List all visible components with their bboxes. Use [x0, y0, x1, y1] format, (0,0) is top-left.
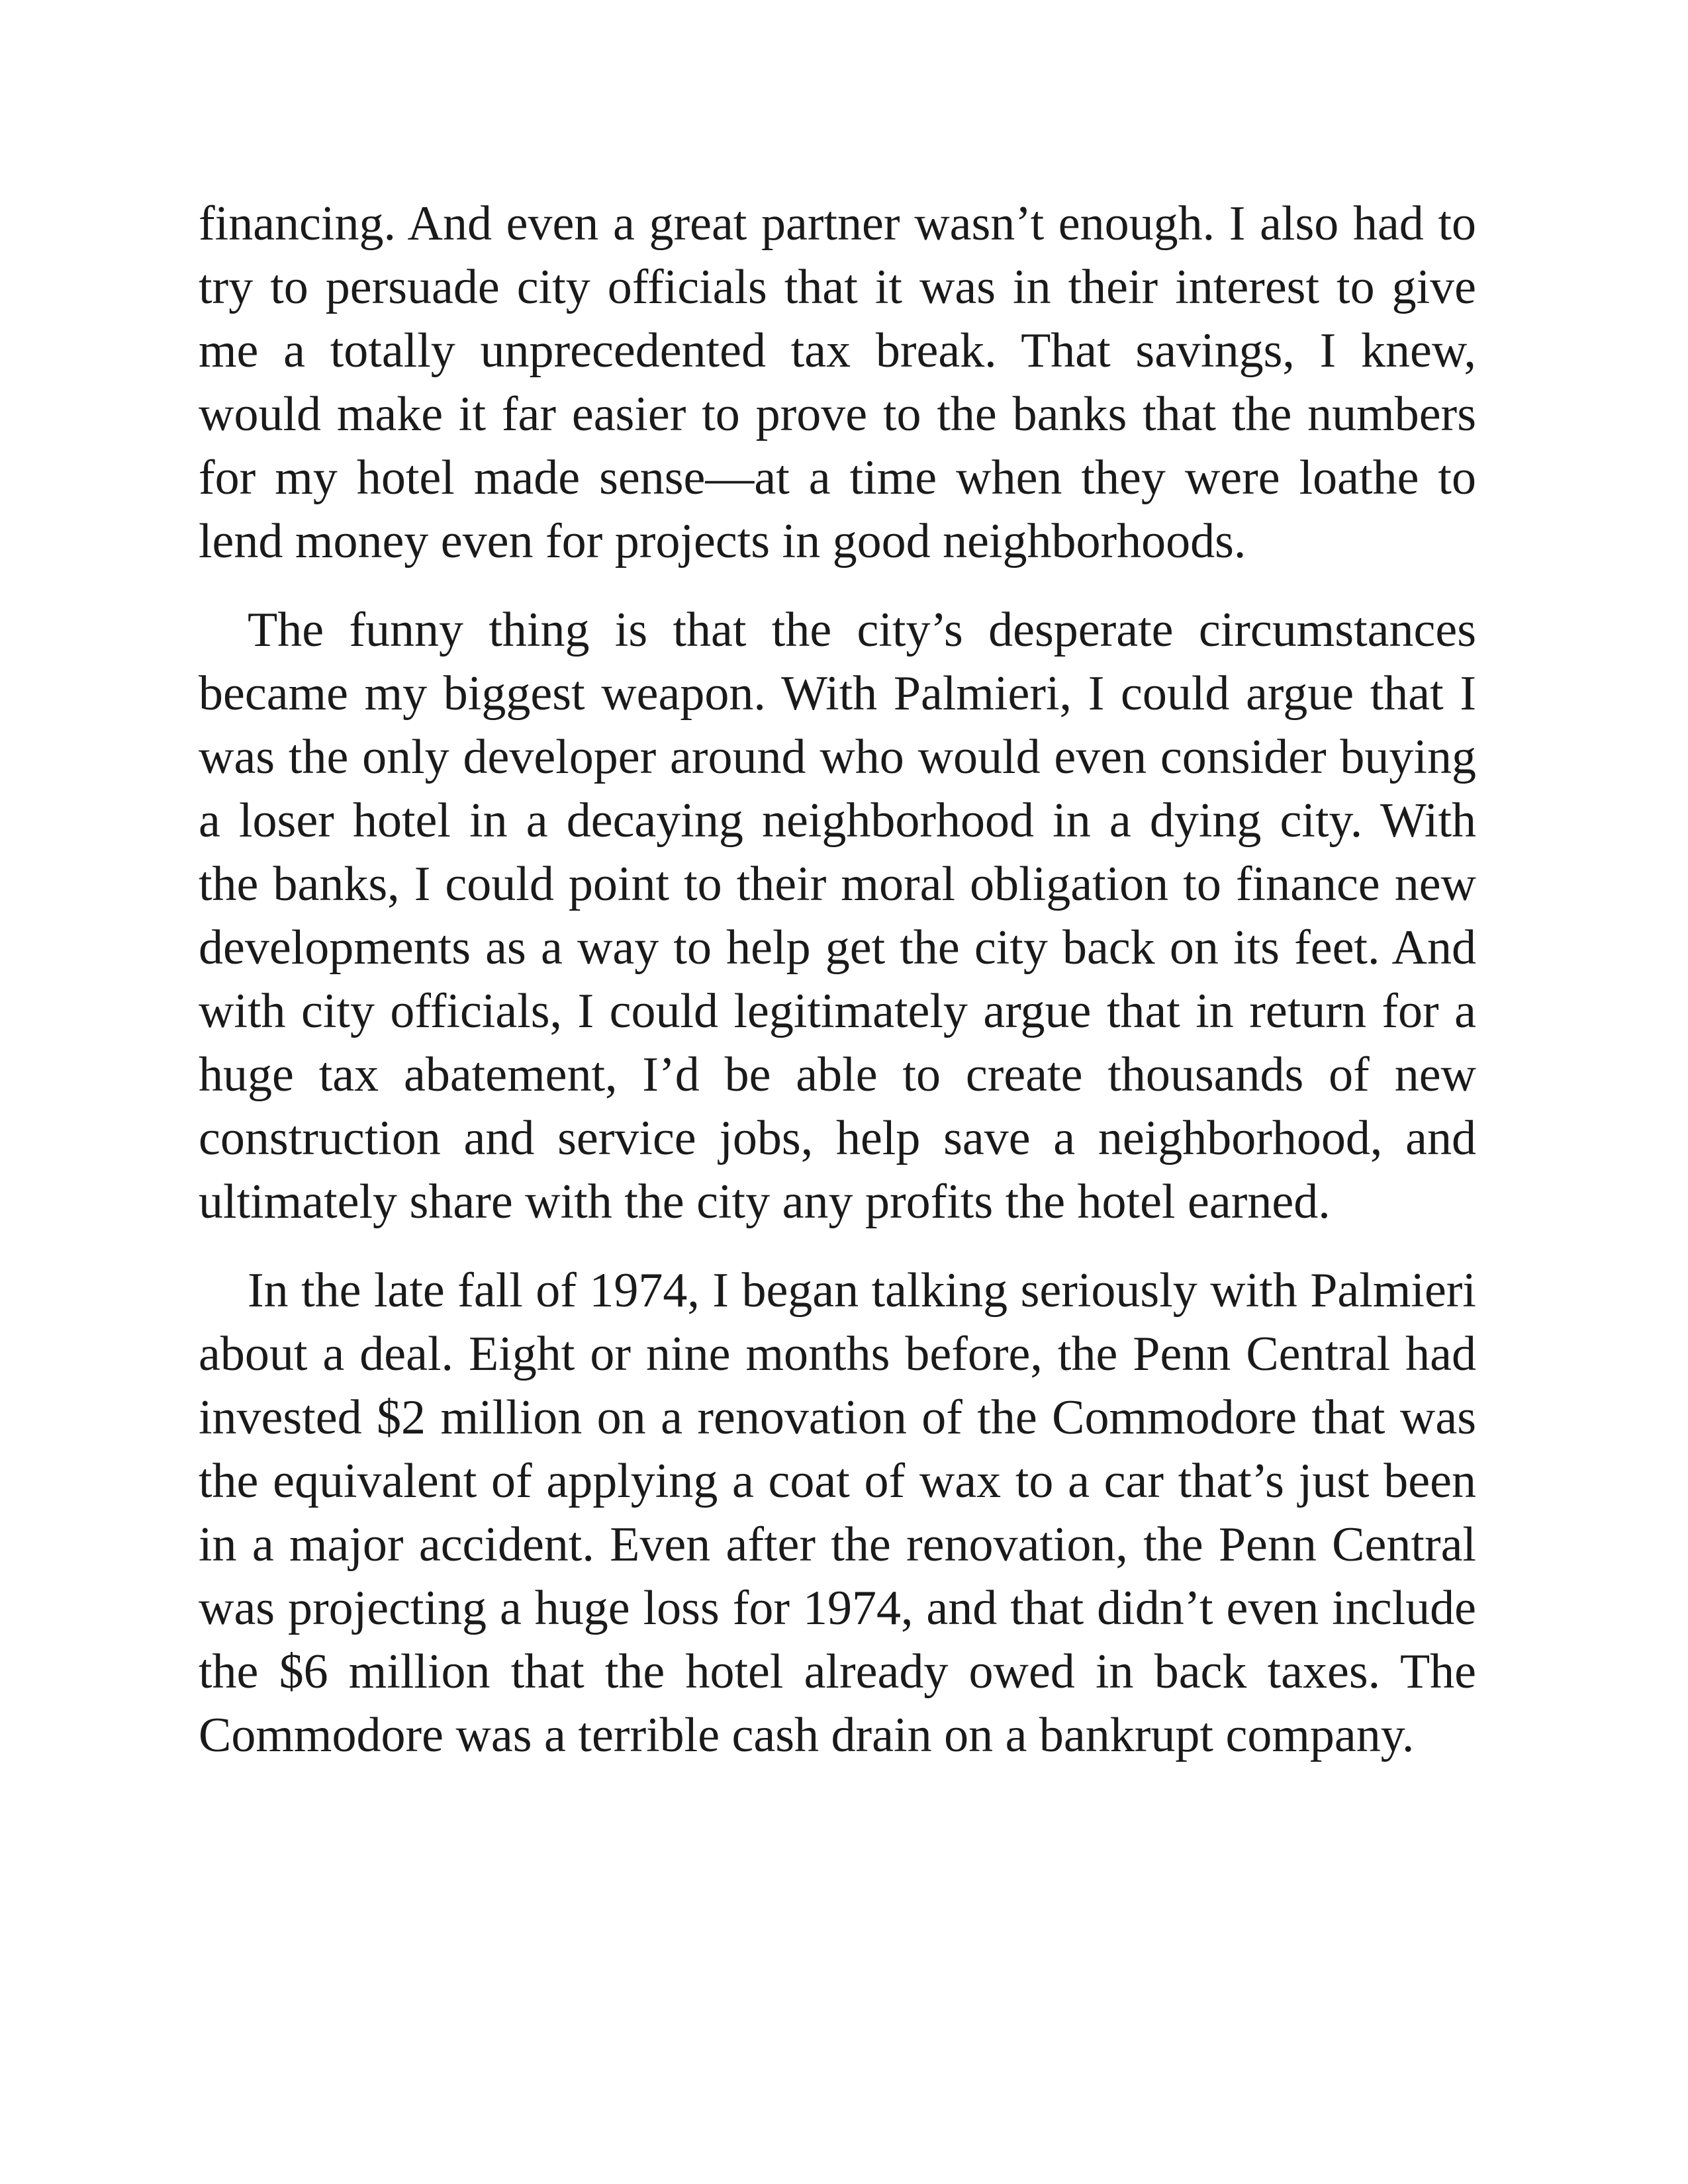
- paragraph-1: financing. And even a great partner wasn’t enough. I also had to try to persuade city officials that it was in their interest to give me a totally unprecedented tax break. That savings, I knew, would make it far easier to prove to the banks that the numbers for my hotel made sense—at a time when they were loathe to lend money even for projects in good neighborhoods.: [199, 197, 1476, 569]
- body-text: [199, 192, 1476, 1792]
- paragraph-3: In the late fall of 1974, I began talking seriously with Palmieri about a deal. Eight or nine months before, the Penn Central had invested $2 million on a renovation of the Commodore that was the equivalent of applying a coat of wax to a car that’s just been in a major accident. Even after the renovation, the Penn Central was projecting a huge loss for 1974, and that didn’t even include the $6 million that the hotel already owed in back taxes. The Commodore was a terrible cash drain on a bankrupt company.: [199, 1263, 1476, 1762]
- paragraph-2: The funny thing is that the city’s desperate circumstances became my biggest weapon. With Palmieri, I could argue that I was the only developer around who would even consider buying a loser hotel in a decaying neighborhood in a dying city. With the banks, I could point to their moral obligation to finance new developments as a way to help get the city back on its feet. And with city officials, I could legitimately argue that in return for a huge tax abatement, I’d be able to create thousands of new construction and service jobs, help save a neighborhood, and ultimately share with the city any profits the hotel earned.: [199, 603, 1476, 1229]
